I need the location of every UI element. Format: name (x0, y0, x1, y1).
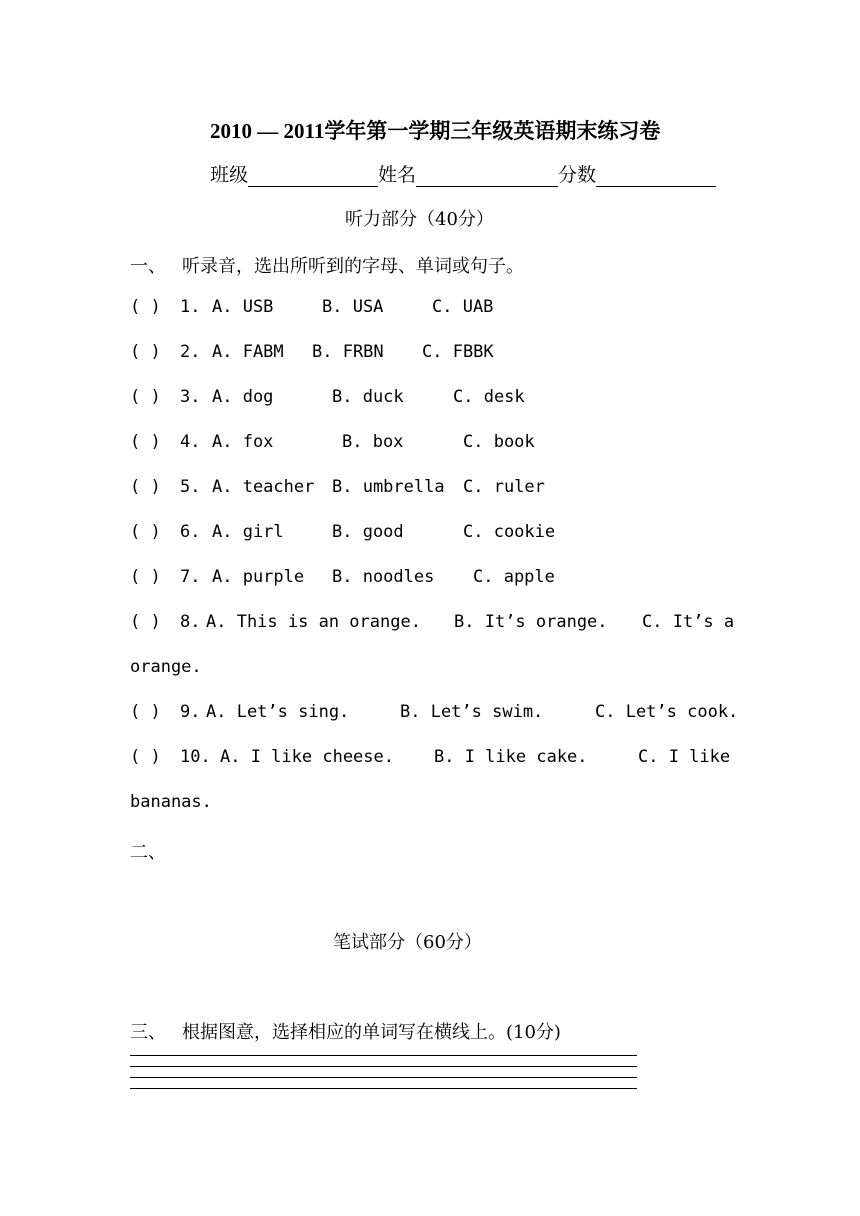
question-row: ( ) 5. A. teacher B. umbrella C. ruler (130, 477, 545, 497)
question-row: ( ) 9. A. Let’s sing. B. Let’s swim. C. Let’s cook. (130, 702, 739, 722)
option-a: A. Let’s sing. (206, 702, 350, 722)
option-c: C. UAB (432, 297, 494, 317)
option-a: A. teacher (212, 477, 315, 497)
option-c: C. I like (638, 747, 731, 767)
option-b: B. umbrella (332, 477, 445, 497)
option-a: A. FABM (212, 342, 284, 362)
answer-blank[interactable]: ( ) (130, 522, 161, 542)
class-blank[interactable] (248, 166, 378, 187)
writing-line[interactable] (130, 1077, 637, 1078)
option-b: B. FRBN (312, 342, 384, 362)
score-blank[interactable] (596, 166, 716, 187)
option-b: B. I like cake. (434, 747, 588, 767)
option-b: B. Let’s swim. (400, 702, 544, 722)
option-c: C. ruler (463, 477, 545, 497)
option-b: B. It’s orange. (454, 612, 608, 632)
option-b: B. good (332, 522, 404, 542)
option-a: A. purple (212, 567, 305, 587)
question-row: ( ) 3. A. dog B. duck C. desk (130, 387, 525, 407)
answer-blank[interactable]: ( ) (130, 477, 161, 497)
question-row: ( ) 1. A. USB B. USA C. UAB (130, 297, 494, 317)
answer-blank[interactable]: ( ) (130, 432, 161, 452)
section2-heading: 二、 (130, 842, 166, 863)
answer-blank[interactable]: ( ) (130, 567, 161, 587)
name-blank[interactable] (416, 166, 558, 187)
score-label: 分数 (558, 164, 597, 186)
writing-header: 笔试部分（60分） (333, 932, 482, 953)
option-a: A. This is an orange. (206, 612, 421, 632)
answer-blank[interactable]: ( ) (130, 612, 161, 632)
option-a: A. girl (212, 522, 284, 542)
option-c: C. cookie (463, 522, 556, 542)
answer-blank[interactable]: ( ) (130, 297, 161, 317)
question-row: ( ) 4. A. fox B. box C. book (130, 432, 535, 452)
writing-line[interactable] (130, 1066, 637, 1067)
page-title: 2010 — 2011学年第一学期三年级英语期末练习卷 (210, 119, 661, 143)
answer-blank[interactable]: ( ) (130, 702, 161, 722)
option-c: C. Let’s cook. (595, 702, 739, 722)
question-row: ( ) 6. A. girl B. good C. cookie (130, 522, 556, 542)
question-row: ( ) 2. A. FABM B. FRBN C. FBBK (130, 342, 494, 362)
answer-blank[interactable]: ( ) (130, 342, 161, 362)
writing-line[interactable] (130, 1088, 637, 1089)
option-c: C. FBBK (422, 342, 494, 362)
question-row: ( ) 8. A. This is an orange. B. It’s orange. C. It’s a (130, 612, 735, 632)
option-b: B. duck (332, 387, 404, 407)
section3-heading: 三、 根据图意，选择相应的单词写在横线上。(10分) (130, 1022, 561, 1043)
option-a: A. USB (212, 297, 274, 317)
answer-blank[interactable]: ( ) (130, 387, 161, 407)
question-continuation: bananas. (130, 792, 212, 812)
option-c: C. apple (473, 567, 555, 587)
option-c: C. desk (453, 387, 525, 407)
option-b: B. USA (322, 297, 384, 317)
answer-blank[interactable]: ( ) (130, 747, 161, 767)
option-a: A. I like cheese. (220, 747, 394, 767)
option-a: A. fox (212, 432, 274, 452)
option-c: C. It’s a (642, 612, 735, 632)
option-b: B. box (342, 432, 404, 452)
question-row: ( ) 7. A. purple B. noodles C. apple (130, 567, 555, 587)
class-label: 班级 (210, 164, 249, 186)
student-info-line (210, 160, 716, 187)
option-c: C. book (463, 432, 535, 452)
name-label: 姓名 (378, 164, 417, 186)
section1-heading: 一、 听录音，选出所听到的字母、单词或句子。 (130, 256, 524, 277)
writing-line[interactable] (130, 1055, 637, 1056)
question-continuation: orange. (130, 657, 202, 677)
listening-header: 听力部分（40分） (345, 209, 494, 230)
option-a: A. dog (212, 387, 274, 407)
option-b: B. noodles (332, 567, 435, 587)
question-row: ( ) 10. A. I like cheese. B. I like cake. C. I like (130, 747, 731, 767)
